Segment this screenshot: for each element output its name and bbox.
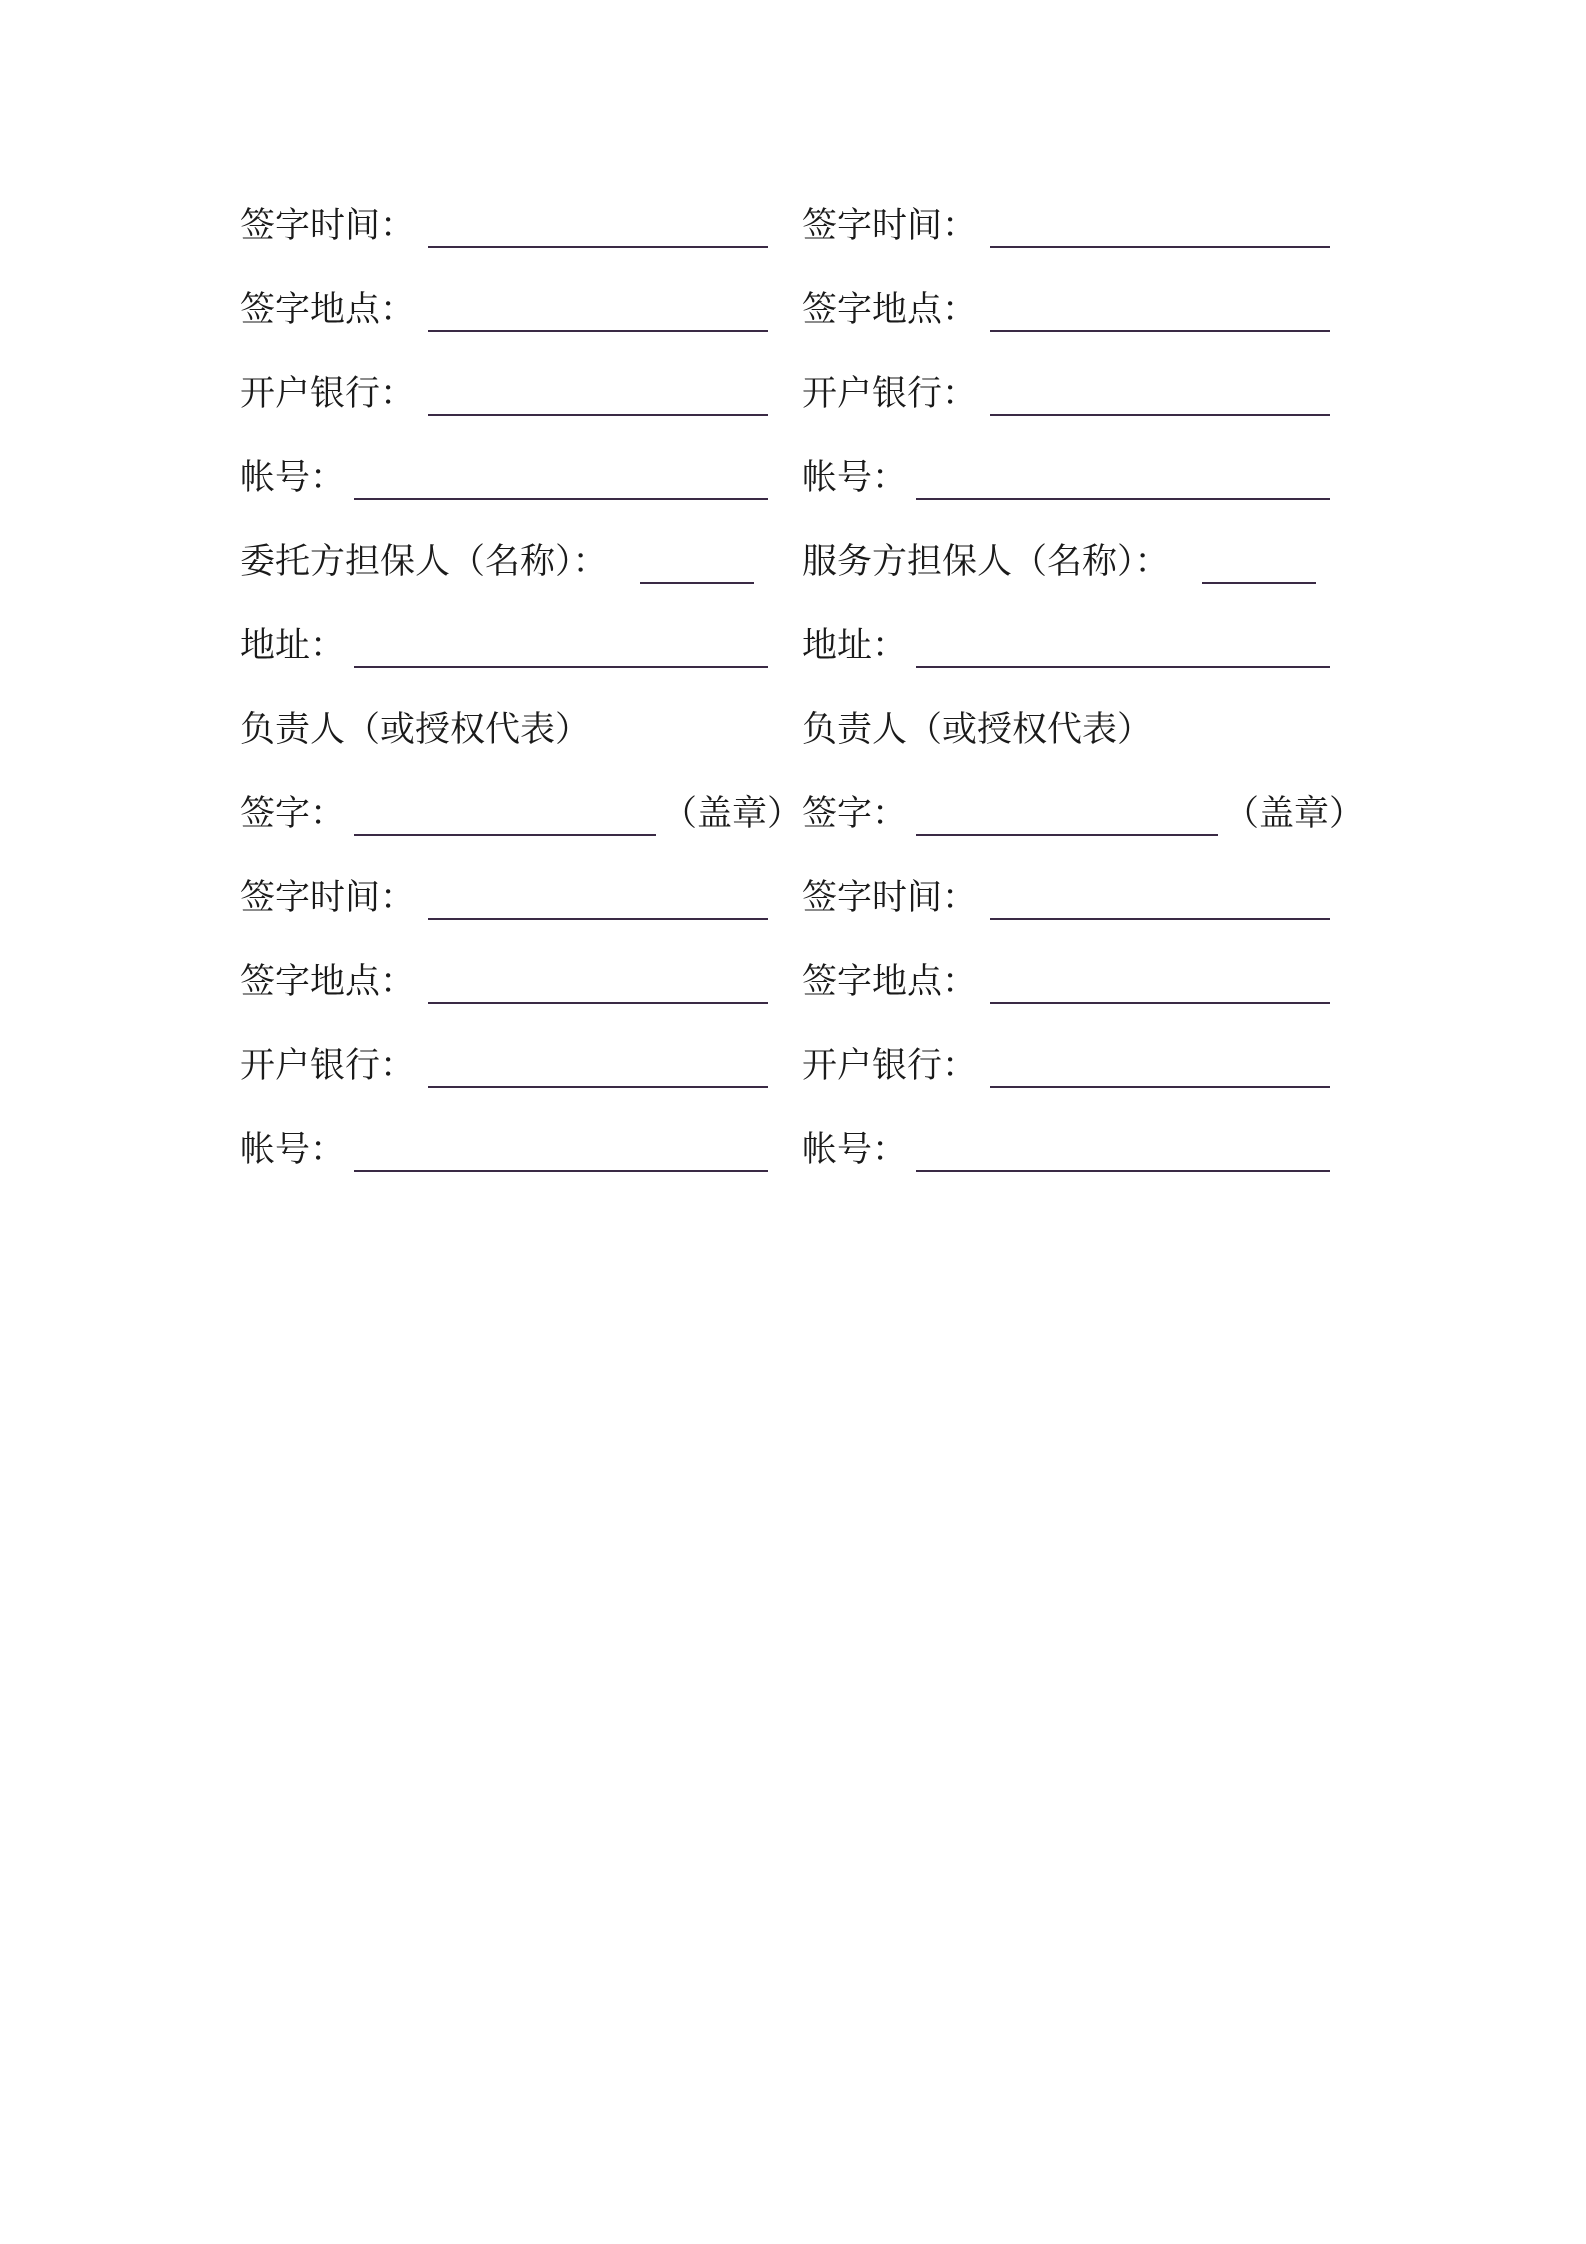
bank-blank[interactable] [990,1086,1330,1088]
guarantor-label: 服务方担保人（名称）： [802,542,1170,582]
sign-place-label: 签字地点： [802,290,978,330]
signature-label: 签字： [240,794,346,834]
sign-time-blank[interactable] [428,246,768,248]
sign-time-row [802,874,1362,958]
sign-time-row [802,202,1362,286]
sign-time-label: 签字时间： [802,878,978,918]
account-blank[interactable] [354,498,768,500]
sign-place-blank[interactable] [990,330,1330,332]
account-row [240,454,800,538]
representative-label: 负责人（或授权代表） [802,710,1153,750]
seal-label: （盖章） [1224,794,1365,834]
sign-time-label: 签字时间： [802,206,978,246]
sign-time-label: 签字时间： [240,206,416,246]
account-label: 帐号： [240,1130,346,1170]
representative-row [802,706,1362,790]
guarantor-blank[interactable] [640,582,754,584]
signature-row [240,790,803,874]
address-blank[interactable] [916,666,1330,668]
sign-place-row [240,286,800,370]
bank-row [240,1042,800,1126]
account-row [802,454,1362,538]
guarantor-row [240,538,800,622]
bank-label: 开户银行： [802,1046,978,1086]
account-label: 帐号： [802,1130,908,1170]
account-row [802,1126,1362,1210]
address-label: 地址： [240,626,346,666]
sign-time-blank[interactable] [990,246,1330,248]
sign-time-label: 签字时间： [240,878,416,918]
representative-row [240,706,800,790]
bank-row [240,370,800,454]
address-row [802,622,1362,706]
bank-row [802,1042,1362,1126]
account-label: 帐号： [240,458,346,498]
address-row [240,622,800,706]
guarantor-row [802,538,1362,622]
bank-blank[interactable] [990,414,1330,416]
account-row [240,1126,800,1210]
sign-place-blank[interactable] [428,330,768,332]
sign-time-blank[interactable] [990,918,1330,920]
sign-place-label: 签字地点： [240,290,416,330]
address-blank[interactable] [354,666,768,668]
address-label: 地址： [802,626,908,666]
sign-place-label: 签字地点： [802,962,978,1002]
sign-place-blank[interactable] [428,1002,768,1004]
account-label: 帐号： [802,458,908,498]
sign-time-row [240,874,800,958]
account-blank[interactable] [916,498,1330,500]
guarantor-label: 委托方担保人（名称）： [240,542,608,582]
sign-time-blank[interactable] [428,918,768,920]
signature-row [802,790,1365,874]
sign-time-row [240,202,800,286]
sign-place-row [802,286,1362,370]
sign-place-row [240,958,800,1042]
sign-place-blank[interactable] [990,1002,1330,1004]
guarantor-blank[interactable] [1202,582,1316,584]
bank-label: 开户银行： [802,374,978,414]
signature-blank[interactable] [916,834,1218,836]
signature-blank[interactable] [354,834,656,836]
bank-blank[interactable] [428,414,768,416]
representative-label: 负责人（或授权代表） [240,710,591,750]
bank-blank[interactable] [428,1086,768,1088]
signature-label: 签字： [802,794,908,834]
bank-row [802,370,1362,454]
bank-label: 开户银行： [240,374,416,414]
account-blank[interactable] [916,1170,1330,1172]
bank-label: 开户银行： [240,1046,416,1086]
sign-place-label: 签字地点： [240,962,416,1002]
service-party-column [802,202,1365,1210]
account-blank[interactable] [354,1170,768,1172]
sign-place-row [802,958,1362,1042]
client-party-column [240,202,803,1210]
seal-label: （盖章） [662,794,803,834]
